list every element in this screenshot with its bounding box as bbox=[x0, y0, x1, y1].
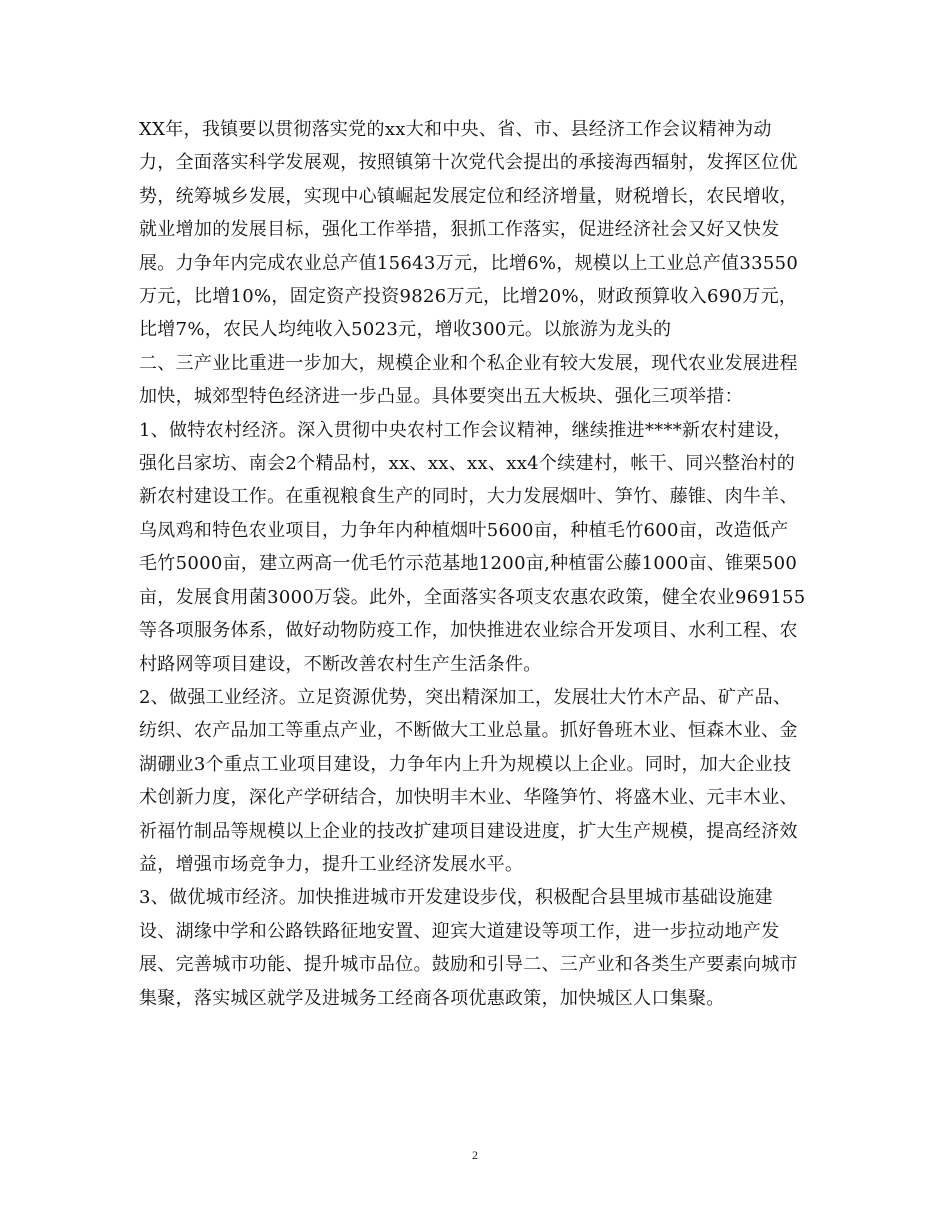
paragraph-rural-economy: 1、做特农村经济。深入贯彻中央农村工作会议精神，继续推进****新农村建设， 强化吕家坊、南会2个精品村，xx、xx、xx、xx4个续建村，帐干、同兴整治村的 新农村建设工作。在重视粮食生产的同时，大力发展烟叶、笋竹、藤锥、肉牛羊、 乌凤鸡和特色农业项目，力争年内种植烟叶5600亩，种植毛竹600亩，改造低产 毛竹5000亩，建立两高一优毛竹示范基地1200亩,种植雷公藤1000亩、锥栗500 亩，发展食用菌3000万袋。此外，全面落实各项支农惠农政策，健全农业969155 等各项服务体系，做好动物防疫工作，加快推进农业综合开发项目、水利工程、农 村路网等项目建设，不断改善农村生产生活条件。 bbox=[139, 419, 806, 675]
paragraph-industrial-economy: 2、做强工业经济。立足资源优势，突出精深加工，发展壮大竹木产品、矿产品、 纺织、农产品加工等重点产业，不断做大工业总量。抓好鲁班木业、恒森木业、金 湖硼业3个重点工业项目建设，力争年内上升为规模以上企业。同时，加大企业技 术创新力度，深化产学研结合，加快明丰木业、华隆笋竹、将盛木业、元丰木业、 祈福竹制品等规模以上企业的技改扩建项目建设进度，扩大生产规模，提高经济效 益，增强市场竞争力，提升工业经济发展水平。 bbox=[139, 686, 798, 875]
document-body bbox=[139, 113, 811, 1015]
paragraph-urban-economy: 3、做优城市经济。加快推进城市开发建设步伐，积极配合县里城市基础设施建 设、湖缘中学和公路铁路征地安置、迎宾大道建设等项工作，进一步拉动地产发 展、完善城市功能、提升城市品位。鼓励和引导二、三产业和各类生产要素向城市 集聚，落实城区就学及进城务工经商各项优惠政策，加快城区人口集聚。 bbox=[139, 887, 798, 1009]
page-number: 2 bbox=[472, 1148, 478, 1162]
paragraph-industry-structure: 二、三产业比重进一步加大，规模企业和个私企业有较大发展，现代农业发展进程 加快，城郊型特色经济进一步凸显。具体要突出五大板块、强化三项举措： bbox=[139, 352, 798, 408]
paragraph-intro: XX年，我镇要以贯彻落实党的xx大和中央、省、市、县经济工作会议精神为动 力，全面落实科学发展观，按照镇第十次党代会提出的承接海西辐射，发挥区位优 势，统筹城乡发展，实现中心镇崛起发展定位和经济增量，财税增长，农民增收， 就业增加的发展目标，强化工作举措，狠抓工作落实，促进经济社会又好又快发 展。力争年内完成农业总产值15643万元，比增6%，规模以上工业总产值33550 万元，比增10%，固定资产投资9826万元，比增20%，财政预算收入690万元， 比增7%，农民人均纯收入5023元，增收300元。以旅游为龙头的 bbox=[139, 119, 799, 341]
